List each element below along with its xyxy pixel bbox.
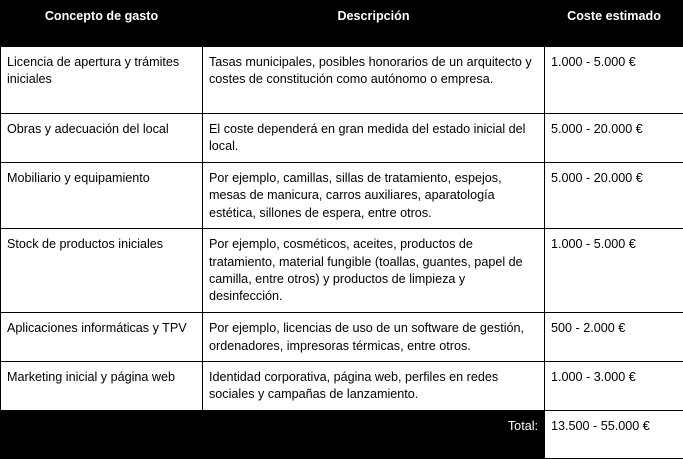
total-label: Total: (203, 410, 545, 458)
table-row (1, 163, 683, 229)
header-concept: Concepto de gasto (1, 1, 203, 47)
row-concept: Obras y adecuación del local (1, 114, 203, 163)
table-header (1, 1, 683, 47)
table-footer (1, 410, 683, 458)
row-cost: 1.000 - 5.000 € (545, 229, 683, 313)
row-description: Por ejemplo, camillas, sillas de tratamiento, espejos, mesas de manicura, carros auxiliares, aparatología estética, sillones de espera, entre otros. (203, 163, 545, 229)
row-concept: Marketing inicial y página web (1, 362, 203, 411)
row-description: Por ejemplo, licencias de uso de un software de gestión, ordenadores, impresoras térmicas, entre otros. (203, 313, 545, 362)
row-cost: 1.000 - 3.000 € (545, 362, 683, 411)
header-cost: Coste estimado (545, 1, 683, 47)
table-row (1, 114, 683, 163)
table-row (1, 47, 683, 114)
row-description: El coste dependerá en gran medida del estado inicial del local. (203, 114, 545, 163)
table-row (1, 313, 683, 362)
total-row (1, 410, 683, 458)
row-cost: 5.000 - 20.000 € (545, 114, 683, 163)
total-spacer (1, 410, 203, 458)
row-description: Tasas municipales, posibles honorarios de un arquitecto y costes de constitución como autónomo o empresa. (203, 47, 545, 114)
header-description: Descripción (203, 1, 545, 47)
table-row (1, 229, 683, 313)
table-row (1, 362, 683, 411)
row-description: Por ejemplo, cosméticos, aceites, productos de tratamiento, material fungible (toallas, guantes, papel de camilla, entre otros) y productos de limpieza y desinfección. (203, 229, 545, 313)
row-concept: Aplicaciones informáticas y TPV (1, 313, 203, 362)
row-cost: 500 - 2.000 € (545, 313, 683, 362)
row-cost: 5.000 - 20.000 € (545, 163, 683, 229)
total-value: 13.500 - 55.000 € (545, 410, 683, 458)
row-concept: Stock de productos iniciales (1, 229, 203, 313)
row-description: Identidad corporativa, página web, perfiles en redes sociales y campañas de lanzamiento. (203, 362, 545, 411)
header-row (1, 1, 683, 47)
table-body (1, 47, 683, 411)
row-concept: Mobiliario y equipamiento (1, 163, 203, 229)
row-concept: Licencia de apertura y trámites iniciales (1, 47, 203, 114)
row-cost: 1.000 - 5.000 € (545, 47, 683, 114)
